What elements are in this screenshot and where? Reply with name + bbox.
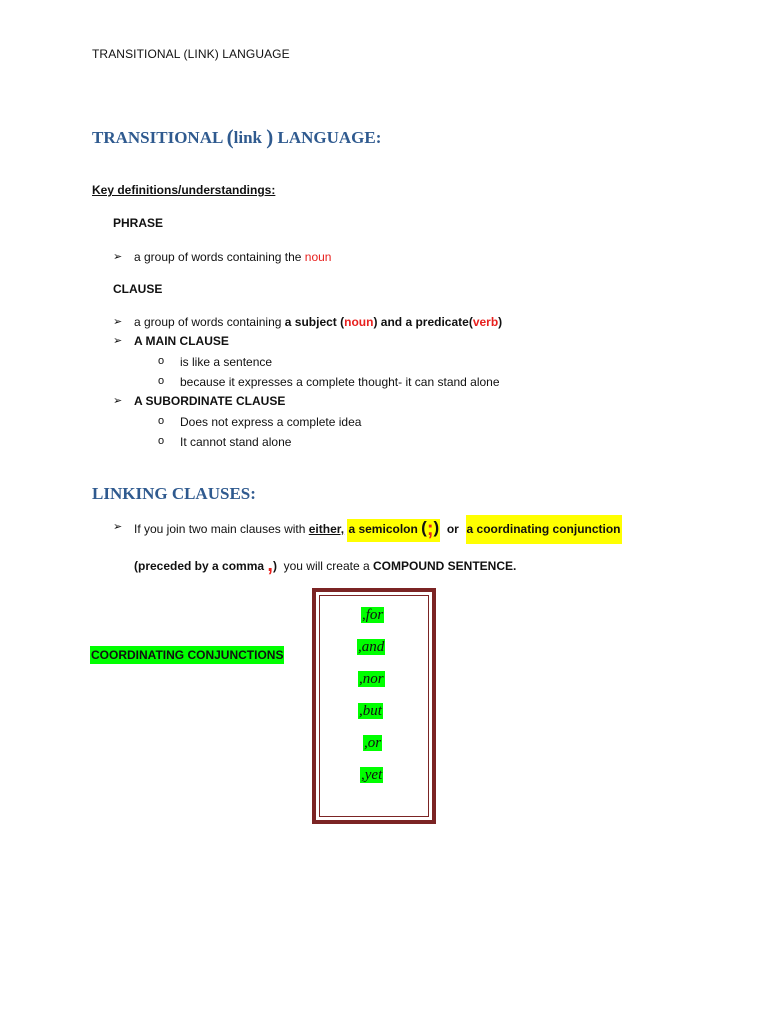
phrase-label: PHRASE [113, 216, 164, 230]
linking-line2-rest: you will create a [276, 559, 373, 573]
semicolon-symbol: ; [426, 518, 434, 540]
semicolon-label: a semicolon [348, 522, 422, 536]
clause-definition [134, 315, 502, 329]
arrow-bullet-icon: ➢ [113, 251, 123, 263]
arrow-bullet-icon: ➢ [113, 521, 123, 533]
subordinate-clause-label: A SUBORDINATE CLAUSE [134, 394, 286, 408]
title-link: link [233, 128, 267, 147]
clause-noun: noun [344, 315, 374, 329]
conjunction-and: ,and [358, 639, 385, 655]
linking-either: either, [308, 522, 345, 536]
conjunction-item [360, 766, 383, 784]
clause-verb: verb [472, 315, 499, 329]
conjunction-or: ,or [364, 735, 382, 751]
clause-close-paren: ) [498, 315, 503, 329]
phrase-definition-text: a group of words containing the [134, 250, 305, 264]
page-title [92, 124, 381, 149]
conjunction-item [358, 702, 383, 720]
linking-line-2 [134, 553, 516, 577]
coordinating-conjunctions-label: COORDINATING CONJUNCTIONS [91, 648, 284, 662]
compound-sentence: COMPOUND SENTENCE. [373, 559, 517, 573]
conjunction-item [358, 670, 385, 688]
comma-symbol: , [267, 554, 273, 576]
phrase-noun: noun [304, 250, 332, 264]
linking-line1-start: If you join two main clauses with [134, 522, 309, 536]
phrase-definition [134, 250, 331, 264]
conjunction-item [357, 638, 385, 656]
circle-bullet-icon: o [158, 415, 165, 427]
conjunction-for: ,for [362, 607, 384, 623]
clause-label: CLAUSE [113, 282, 163, 296]
main-clause-item: is like a sentence [180, 355, 273, 369]
arrow-bullet-icon: ➢ [113, 335, 123, 347]
circle-bullet-icon: o [158, 355, 165, 367]
conjunction-nor: ,nor [359, 671, 384, 687]
semicolon-paren-close: ) [433, 518, 440, 537]
clause-definition-text: a group of words containing [134, 315, 285, 329]
clause-subject: a subject ( [284, 315, 345, 329]
title-part2: LANGUAGE: [273, 128, 382, 147]
document-header: TRANSITIONAL (LINK) LANGUAGE [92, 47, 290, 61]
main-clause-label: A MAIN CLAUSE [134, 334, 229, 348]
subordinate-clause-item: Does not express a complete idea [180, 415, 362, 429]
circle-bullet-icon: o [158, 435, 165, 447]
clause-predicate: ) and a predicate( [373, 315, 473, 329]
semicolon-paren-open: ( [421, 518, 427, 537]
conjunction-item [361, 606, 384, 624]
circle-bullet-icon: o [158, 375, 165, 387]
subordinate-clause-item: It cannot stand alone [180, 435, 292, 449]
linking-line2-close: ) [272, 559, 277, 573]
arrow-bullet-icon: ➢ [113, 316, 123, 328]
main-clause-item: because it expresses a complete thought- it can stand alone [180, 375, 500, 389]
conjunction-but: ,but [359, 703, 382, 719]
conjunction-yet: ,yet [361, 767, 383, 783]
key-definitions-heading: Key definitions/understandings: [92, 183, 276, 197]
linking-line2-start: (preceded by a comma [134, 559, 268, 573]
arrow-bullet-icon: ➢ [113, 395, 123, 407]
linking-line-1 [134, 514, 622, 542]
title-paren-close: ) [266, 125, 274, 149]
coordinating-conjunction-highlight: a coordinating conjunction [466, 515, 622, 544]
semicolon-highlight [347, 519, 440, 542]
title-part1: TRANSITIONAL [92, 128, 227, 147]
conjunction-item [363, 734, 382, 752]
title-paren-open: ( [226, 125, 234, 149]
linking-or: or [440, 522, 466, 536]
linking-clauses-heading: LINKING CLAUSES: [92, 484, 256, 503]
